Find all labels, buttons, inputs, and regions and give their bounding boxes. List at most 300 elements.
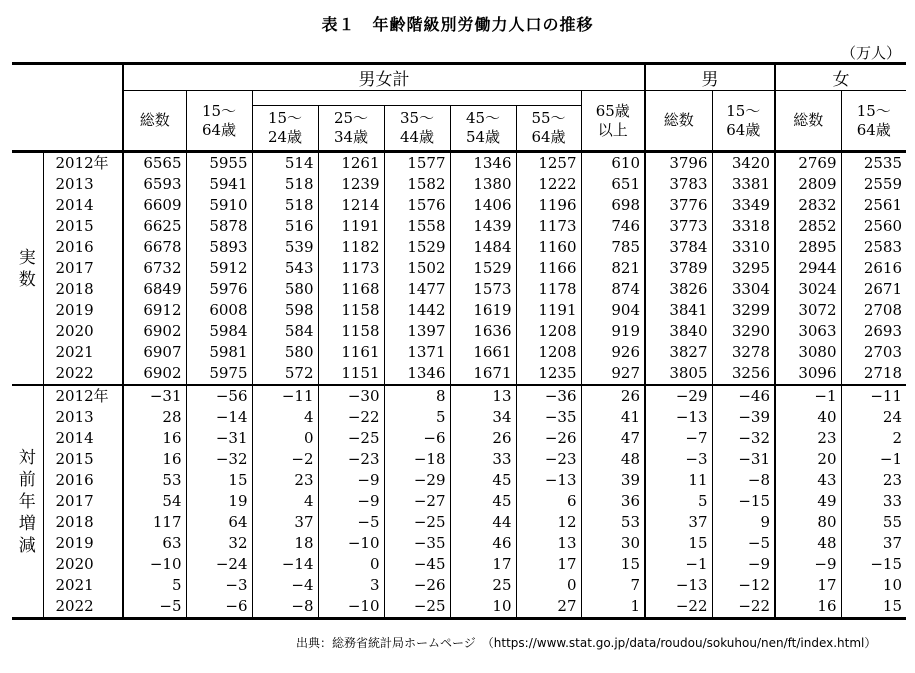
data-cell: 23 [775,428,841,449]
data-cell: 3789 [645,258,712,279]
data-cell: 26 [450,428,516,449]
data-cell: 3840 [645,321,712,342]
data-cell: −11 [841,385,906,407]
data-cell: 2561 [841,195,906,216]
data-cell: 6008 [186,300,252,321]
table-row [12,428,906,449]
data-cell: 5984 [186,321,252,342]
data-cell: 2693 [841,321,906,342]
data-cell: 27 [516,596,581,619]
data-cell: 16 [123,428,186,449]
data-cell: 28 [123,407,186,428]
data-cell: 1166 [516,258,581,279]
data-cell: 1214 [318,195,384,216]
data-cell: 5941 [186,174,252,195]
data-cell: 49 [775,491,841,512]
data-cell: 1529 [450,258,516,279]
column-header: 55～ 64歳 [516,106,581,152]
data-cell: 23 [841,470,906,491]
data-cell: 8 [384,385,450,407]
data-cell: 539 [252,237,318,258]
data-cell: 598 [252,300,318,321]
table-row [12,554,906,575]
data-cell: 15 [581,554,645,575]
data-cell: 47 [581,428,645,449]
year-cell: 2016 [43,237,123,258]
table-row [12,575,906,596]
data-cell: 3827 [645,342,712,363]
data-cell: 3349 [712,195,775,216]
data-cell: −29 [384,470,450,491]
data-cell: 518 [252,174,318,195]
data-cell: 1 [581,596,645,619]
table-row [12,300,906,321]
data-cell: 1397 [384,321,450,342]
section-label: 対 前 年 増 減 [12,385,43,619]
data-cell: 1158 [318,321,384,342]
data-cell: 117 [123,512,186,533]
data-cell: 1346 [384,363,450,385]
data-cell: 3024 [775,279,841,300]
data-cell: −22 [645,596,712,619]
data-cell: −8 [712,470,775,491]
data-cell: 3784 [645,237,712,258]
data-cell: −46 [712,385,775,407]
data-cell: 39 [581,470,645,491]
year-cell: 2012年 [43,385,123,407]
data-cell: 13 [516,533,581,554]
table-row [12,195,906,216]
data-cell: −36 [516,385,581,407]
data-cell: 2809 [775,174,841,195]
data-cell: 45 [450,470,516,491]
data-cell: 16 [775,596,841,619]
data-cell: −3 [645,449,712,470]
data-cell: −1 [775,385,841,407]
data-cell: 6849 [123,279,186,300]
data-cell: 1439 [450,216,516,237]
data-cell: 6678 [123,237,186,258]
data-cell: 2583 [841,237,906,258]
year-cell: 2017 [43,491,123,512]
data-cell: 651 [581,174,645,195]
data-cell: 32 [186,533,252,554]
data-cell: −25 [384,596,450,619]
data-cell: 1173 [516,216,581,237]
source-note: 出典：総務省統計局ホームページ （https://www.stat.go.jp/data/roudou/sokuhou/nen/ft/index.html） [296,636,877,650]
year-cell: 2018 [43,279,123,300]
data-cell: −25 [384,512,450,533]
data-cell: −23 [318,449,384,470]
data-cell: 17 [516,554,581,575]
data-cell: 2616 [841,258,906,279]
table-row [12,363,906,385]
data-cell: 1573 [450,279,516,300]
data-cell: 33 [841,491,906,512]
data-cell: −10 [318,596,384,619]
data-cell: 1257 [516,152,581,175]
data-cell: 1380 [450,174,516,195]
data-cell: 580 [252,279,318,300]
data-cell: 63 [123,533,186,554]
column-header: 65歳 以上 [581,91,645,152]
data-cell: 874 [581,279,645,300]
data-cell: 516 [252,216,318,237]
data-cell: 0 [318,554,384,575]
year-cell: 2015 [43,449,123,470]
data-cell: 3256 [712,363,775,385]
data-cell: 16 [123,449,186,470]
data-cell: 6 [516,491,581,512]
data-cell: −9 [712,554,775,575]
data-cell: 3072 [775,300,841,321]
data-cell: −45 [384,554,450,575]
data-cell: 2535 [841,152,906,175]
year-cell: 2016 [43,470,123,491]
data-cell: 1582 [384,174,450,195]
data-cell: −32 [186,449,252,470]
year-cell: 2017 [43,258,123,279]
data-cell: 1239 [318,174,384,195]
data-cell: −31 [186,428,252,449]
data-cell: 4 [252,491,318,512]
data-cell: −35 [384,533,450,554]
table-row [12,385,906,407]
data-cell: 2895 [775,237,841,258]
data-cell: 40 [775,407,841,428]
data-cell: 1502 [384,258,450,279]
data-cell: 64 [186,512,252,533]
data-cell: 1208 [516,342,581,363]
data-cell: 5878 [186,216,252,237]
data-cell: 785 [581,237,645,258]
data-cell: −6 [186,596,252,619]
data-cell: 44 [450,512,516,533]
data-cell: 1196 [516,195,581,216]
year-cell: 2020 [43,321,123,342]
data-cell: 3783 [645,174,712,195]
table-title: 表１ 年齢階級別労働力人口の推移 [321,15,594,34]
column-header: 15～ 64歳 [186,91,252,152]
data-cell: 45 [450,491,516,512]
data-cell: 1191 [318,216,384,237]
year-cell: 2014 [43,428,123,449]
data-cell: 1636 [450,321,516,342]
data-cell: 6912 [123,300,186,321]
column-header: 総数 [775,91,841,152]
data-cell: −31 [123,385,186,407]
group-header-total: 男女計 [123,64,645,91]
data-cell: 1442 [384,300,450,321]
data-cell: 3841 [645,300,712,321]
data-cell: 927 [581,363,645,385]
data-cell: −27 [384,491,450,512]
data-cell: 37 [645,512,712,533]
data-cell: 3080 [775,342,841,363]
data-cell: 1161 [318,342,384,363]
year-cell: 2021 [43,575,123,596]
data-cell: −29 [645,385,712,407]
data-cell: 2703 [841,342,906,363]
data-cell: 1191 [516,300,581,321]
data-cell: 0 [516,575,581,596]
table-row [12,512,906,533]
data-cell: 3 [318,575,384,596]
table-row [12,279,906,300]
year-cell: 2018 [43,512,123,533]
data-cell: 2944 [775,258,841,279]
data-cell: 15 [841,596,906,619]
year-cell: 2020 [43,554,123,575]
data-cell: −18 [384,449,450,470]
table-row [12,596,906,619]
year-cell: 2012年 [43,152,123,175]
labor-force-table [12,62,906,620]
column-header: 45～ 54歳 [450,106,516,152]
data-cell: 46 [450,533,516,554]
data-cell: −15 [712,491,775,512]
year-cell: 2019 [43,300,123,321]
data-cell: 48 [581,449,645,470]
table-row [12,342,906,363]
column-header: 15～ 64歳 [712,91,775,152]
data-cell: 5893 [186,237,252,258]
data-cell: 41 [581,407,645,428]
data-cell: 1158 [318,300,384,321]
data-cell: −8 [252,596,318,619]
data-cell: 6907 [123,342,186,363]
data-cell: 30 [581,533,645,554]
data-cell: 2671 [841,279,906,300]
data-cell: 48 [775,533,841,554]
data-cell: 2 [841,428,906,449]
data-cell: 821 [581,258,645,279]
data-cell: 1261 [318,152,384,175]
year-cell: 2013 [43,174,123,195]
column-header: 15～ 24歳 [252,106,318,152]
data-cell: 12 [516,512,581,533]
data-cell: 543 [252,258,318,279]
data-cell: 25 [450,575,516,596]
table-row [12,321,906,342]
data-cell: 6565 [123,152,186,175]
group-header-male: 男 [645,64,775,91]
column-header: 総数 [645,91,712,152]
data-cell: 5 [123,575,186,596]
data-cell: 1577 [384,152,450,175]
data-cell: 36 [581,491,645,512]
column-header: 15～ 64歳 [841,91,906,152]
data-cell: −14 [186,407,252,428]
data-cell: 33 [450,449,516,470]
data-cell: 26 [581,385,645,407]
data-cell: 1160 [516,237,581,258]
data-cell: −39 [712,407,775,428]
data-cell: 3776 [645,195,712,216]
data-cell: 1173 [318,258,384,279]
table-row [12,449,906,470]
data-cell: −12 [712,575,775,596]
data-cell: 5910 [186,195,252,216]
data-cell: −23 [516,449,581,470]
data-cell: 5955 [186,152,252,175]
data-cell: 904 [581,300,645,321]
data-cell: 2708 [841,300,906,321]
data-cell: 10 [841,575,906,596]
data-cell: −13 [516,470,581,491]
data-cell: 1371 [384,342,450,363]
data-cell: 1529 [384,237,450,258]
data-cell: −5 [712,533,775,554]
column-header: 総数 [123,91,186,152]
data-cell: 7 [581,575,645,596]
data-cell: −31 [712,449,775,470]
data-cell: −30 [318,385,384,407]
table-row [12,152,906,175]
data-cell: 3420 [712,152,775,175]
data-cell: 698 [581,195,645,216]
data-cell: 2560 [841,216,906,237]
column-header: 35～ 44歳 [384,106,450,152]
header-corner [12,64,123,152]
table-row [12,258,906,279]
data-cell: 1208 [516,321,581,342]
data-cell: 1182 [318,237,384,258]
data-cell: 53 [123,470,186,491]
data-cell: 20 [775,449,841,470]
data-cell: −6 [384,428,450,449]
section-label: 実 数 [12,152,43,386]
data-cell: 1477 [384,279,450,300]
data-cell: −4 [252,575,318,596]
data-cell: 6609 [123,195,186,216]
data-cell: 3826 [645,279,712,300]
data-cell: 15 [645,533,712,554]
table-row [12,216,906,237]
data-cell: −22 [318,407,384,428]
data-cell: −24 [186,554,252,575]
data-cell: 34 [450,407,516,428]
year-cell: 2022 [43,363,123,385]
data-cell: 584 [252,321,318,342]
data-cell: 3096 [775,363,841,385]
table-row [12,174,906,195]
data-cell: −7 [645,428,712,449]
year-cell: 2021 [43,342,123,363]
data-cell: 15 [186,470,252,491]
data-cell: −1 [645,554,712,575]
data-cell: −10 [123,554,186,575]
data-cell: 3310 [712,237,775,258]
data-cell: 5976 [186,279,252,300]
data-cell: 53 [581,512,645,533]
data-cell: 518 [252,195,318,216]
data-cell: 80 [775,512,841,533]
year-cell: 2022 [43,596,123,619]
data-cell: 4 [252,407,318,428]
data-cell: −35 [516,407,581,428]
year-cell: 2019 [43,533,123,554]
data-cell: 6902 [123,321,186,342]
data-cell: 1235 [516,363,581,385]
data-cell: 3796 [645,152,712,175]
data-cell: 1661 [450,342,516,363]
data-cell: 6902 [123,363,186,385]
data-cell: 19 [186,491,252,512]
data-cell: 1406 [450,195,516,216]
data-cell: 5975 [186,363,252,385]
data-cell: 1484 [450,237,516,258]
data-cell: 3299 [712,300,775,321]
data-cell: 37 [252,512,318,533]
data-cell: 3304 [712,279,775,300]
data-cell: −5 [318,512,384,533]
data-cell: 1346 [450,152,516,175]
data-cell: 3290 [712,321,775,342]
table-row [12,470,906,491]
data-cell: 24 [841,407,906,428]
data-cell: −26 [384,575,450,596]
data-cell: 572 [252,363,318,385]
data-cell: 5981 [186,342,252,363]
data-cell: 3278 [712,342,775,363]
data-cell: 1151 [318,363,384,385]
year-cell: 2015 [43,216,123,237]
column-header: 25～ 34歳 [318,106,384,152]
data-cell: 2559 [841,174,906,195]
data-cell: 55 [841,512,906,533]
data-cell: −10 [318,533,384,554]
table-row [12,491,906,512]
data-cell: 580 [252,342,318,363]
data-cell: 3381 [712,174,775,195]
age-subheader-gap [252,91,581,106]
data-cell: −2 [252,449,318,470]
data-cell: −26 [516,428,581,449]
table-row [12,533,906,554]
data-cell: −15 [841,554,906,575]
data-cell: 1576 [384,195,450,216]
data-cell: 54 [123,491,186,512]
data-cell: 23 [252,470,318,491]
data-cell: 2769 [775,152,841,175]
data-cell: 1671 [450,363,516,385]
data-cell: 0 [252,428,318,449]
group-header-female: 女 [775,64,906,91]
data-cell: 5912 [186,258,252,279]
data-cell: −13 [645,407,712,428]
data-cell: 37 [841,533,906,554]
data-cell: 746 [581,216,645,237]
data-cell: −3 [186,575,252,596]
data-cell: 1178 [516,279,581,300]
data-cell: 18 [252,533,318,554]
unit-label: （万人） [840,44,901,62]
data-cell: −9 [775,554,841,575]
table-row [12,237,906,258]
data-cell: 610 [581,152,645,175]
data-cell: 1168 [318,279,384,300]
data-cell: 1222 [516,174,581,195]
data-cell: 10 [450,596,516,619]
data-cell: 17 [775,575,841,596]
year-cell: 2013 [43,407,123,428]
data-cell: 6593 [123,174,186,195]
data-cell: 11 [645,470,712,491]
data-cell: −25 [318,428,384,449]
data-cell: 3773 [645,216,712,237]
data-cell: 6732 [123,258,186,279]
